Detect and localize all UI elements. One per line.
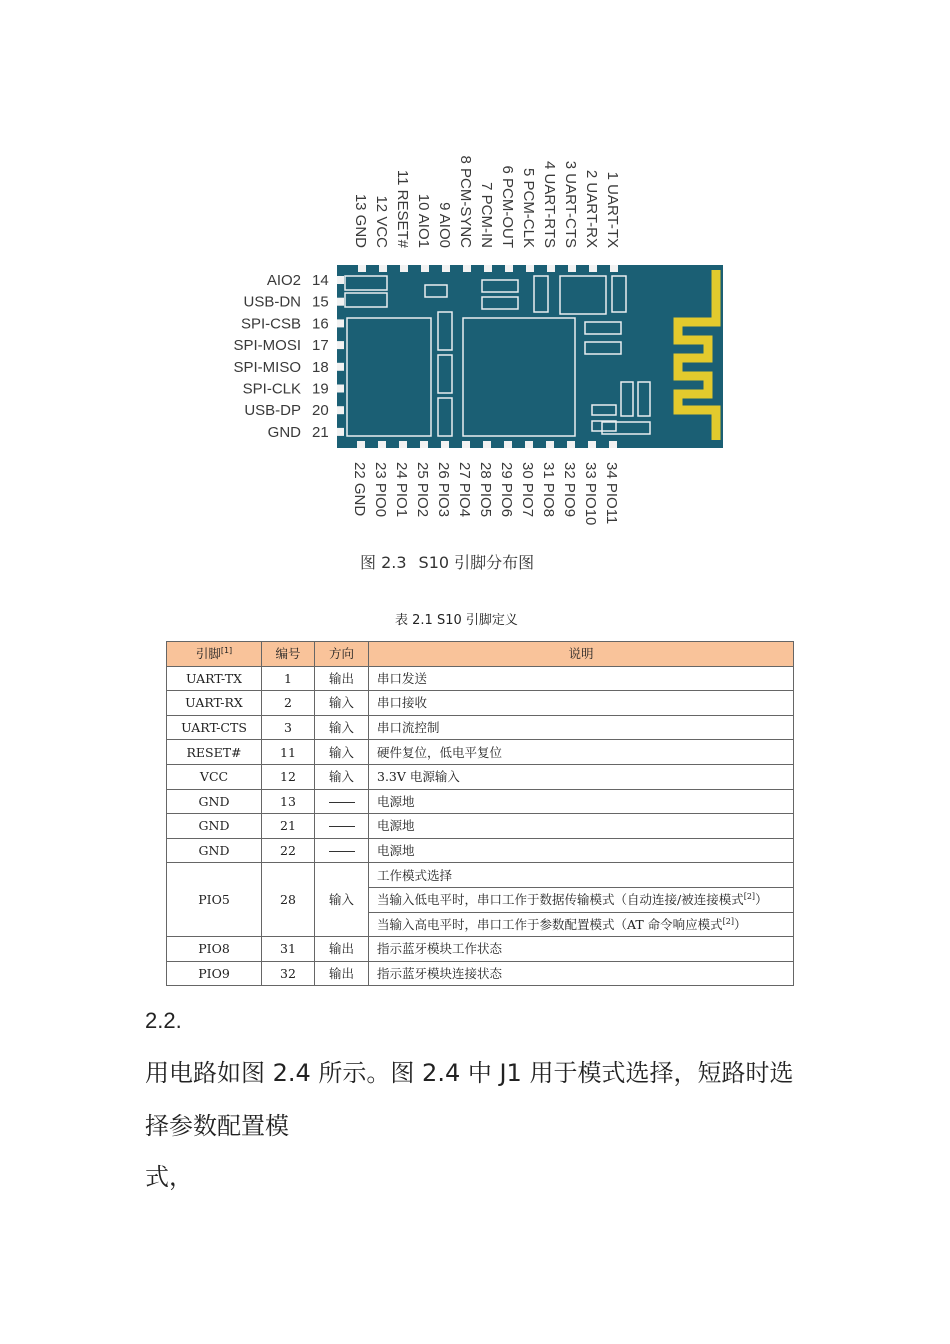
top-pin-label: 10 AIO1: [415, 193, 432, 248]
cell-direction: 输出: [315, 666, 369, 691]
top-pin-label: 11 RESET#: [394, 169, 411, 248]
dash-mark: [329, 802, 355, 803]
top-pin-label: 9 AIO0: [436, 202, 453, 248]
pin-pad: [547, 265, 555, 272]
pin-pad: [337, 363, 344, 371]
cell-pin: UART-TX: [167, 666, 262, 691]
table-row-pio5: [167, 863, 794, 888]
cell-number: 2: [262, 691, 315, 716]
table-header-row: [167, 642, 794, 667]
cell-description: 串口接收: [369, 691, 794, 716]
body-paragraph-line-3: 式，: [145, 1163, 193, 1191]
pin-pad: [442, 265, 450, 272]
cell-direction: 输入: [315, 715, 369, 740]
cell-pin: UART-CTS: [167, 715, 262, 740]
dash-mark: [329, 851, 355, 852]
cell-number: 12: [262, 764, 315, 789]
pin-pad: [505, 265, 513, 272]
cell-pin: GND: [167, 838, 262, 863]
cell-pin: VCC: [167, 764, 262, 789]
left-pin-name: SPI-CSB: [240, 315, 301, 333]
cell-pin: GND: [167, 789, 262, 814]
figure-caption: [360, 550, 560, 573]
pin-pad: [609, 441, 617, 448]
left-pin-number: 17: [312, 337, 329, 355]
footnote-marker: [2]: [743, 892, 756, 902]
cell-number: 11: [262, 740, 315, 765]
cell-pin: PIO8: [167, 937, 262, 962]
pin-pad: [337, 406, 344, 414]
cell-number: 32: [262, 961, 315, 986]
pin-pad: [337, 276, 344, 284]
pin-pad: [526, 265, 534, 272]
bottom-pin-label: 26 PIO3: [435, 462, 452, 518]
pin-pad: [484, 265, 492, 272]
cell-description: 电源地: [369, 838, 794, 863]
bottom-pin-label: 23 PIO0: [372, 462, 389, 518]
pin-pad: [567, 441, 575, 448]
cell-direction: 输入: [315, 740, 369, 765]
pin-pad: [462, 441, 470, 448]
top-pin-label: 12 VCC: [373, 195, 390, 248]
header-direction: 方向: [315, 642, 369, 667]
pin-pad: [399, 441, 407, 448]
pin-pad: [420, 441, 428, 448]
cell-number: 22: [262, 838, 315, 863]
pin-pad: [610, 265, 618, 272]
table-row: [167, 691, 794, 716]
body-paragraph-line-2: 择参数配置模: [145, 1112, 289, 1140]
pin-pad: [525, 441, 533, 448]
top-pin-labels: [352, 155, 621, 248]
cell-description: 串口发送: [369, 666, 794, 691]
bottom-pin-labels: [351, 462, 620, 525]
bottom-pin-label: 24 PIO1: [393, 462, 410, 518]
pin-pad: [421, 265, 429, 272]
cell-description: 3.3V 电源输入: [369, 764, 794, 789]
top-pin-label: 5 PCM-CLK: [520, 167, 537, 248]
left-pin-name: SPI-MOSI: [233, 337, 301, 355]
pin-pad: [589, 265, 597, 272]
footnote-marker: [2]: [722, 916, 734, 926]
table-caption: 表 2.1 S10 引脚定义: [395, 613, 518, 628]
cell-number: 28: [262, 863, 315, 937]
header-pin-footnote: [1]: [220, 646, 233, 656]
top-pin-label: 8 PCM-SYNC: [457, 155, 474, 248]
cell-pin: PIO9: [167, 961, 262, 986]
bottom-pin-label: 22 GND: [351, 462, 368, 517]
cell-direction-none: [315, 814, 369, 839]
pin-pad: [441, 441, 449, 448]
bottom-pin-label: 34 PIO11: [603, 462, 620, 525]
cell-number: 21: [262, 814, 315, 839]
dash-mark: [329, 826, 355, 827]
pin-pad: [337, 298, 344, 306]
bottom-pin-label: 29 PIO6: [498, 462, 515, 518]
top-pin-label: 2 UART-RX: [583, 169, 600, 248]
pin-pad: [400, 265, 408, 272]
pin-pad: [357, 441, 365, 448]
cell-direction: 输出: [315, 961, 369, 986]
cell-pin: UART-RX: [167, 691, 262, 716]
left-pin-name: SPI-CLK: [242, 380, 301, 398]
table-row: [167, 715, 794, 740]
top-pin-label: 1 UART-TX: [604, 171, 621, 248]
top-pin-label: 13 GND: [352, 193, 369, 248]
table-row: [167, 740, 794, 765]
bottom-pin-label: 30 PIO7: [519, 462, 536, 518]
left-pin-number: 18: [312, 358, 329, 376]
cell-number: 1: [262, 666, 315, 691]
table-row: [167, 764, 794, 789]
pin-pad: [337, 319, 344, 327]
header-description: 说明: [369, 642, 794, 667]
left-pin-name: SPI-MISO: [233, 358, 301, 376]
cell-direction: 输出: [315, 937, 369, 962]
cell-description: 电源地: [369, 789, 794, 814]
bottom-pin-label: 28 PIO5: [477, 462, 494, 518]
pin-pad: [358, 265, 366, 272]
bottom-pin-label: 25 PIO2: [414, 462, 431, 518]
left-pin-number: 16: [312, 315, 329, 333]
left-pin-name: AIO2: [266, 272, 301, 289]
cell-direction: 输入: [315, 863, 369, 937]
section-number: 2.2.: [145, 1008, 182, 1033]
cell-pin: GND: [167, 814, 262, 839]
top-pin-label: 7 PCM-IN: [478, 182, 495, 248]
left-pin-name: GND: [267, 423, 301, 441]
pin-pad: [379, 265, 387, 272]
figure-caption-number: 图 2.3: [360, 553, 407, 572]
table-row: [167, 789, 794, 814]
body-paragraph-line-1: 用电路如图 2.4 所示。图 2.4 中 J1 用于模式选择，短路时选: [145, 1059, 794, 1087]
cell-description: 指示蓝牙模块工作状态: [369, 937, 794, 962]
table-row: [167, 814, 794, 839]
pin-diagram-figure: [0, 0, 950, 600]
cell-description: 串口流控制: [369, 715, 794, 740]
table-row: [167, 666, 794, 691]
header-number: 编号: [262, 642, 315, 667]
figure-caption-text: S10 引脚分布图: [418, 553, 535, 572]
left-pin-number: 14: [312, 272, 329, 289]
pin-pad: [588, 441, 596, 448]
pin-pad: [504, 441, 512, 448]
cell-direction: 输入: [315, 691, 369, 716]
pin-pad: [337, 385, 344, 393]
top-pin-label: 4 UART-RTS: [541, 161, 558, 248]
cell-number: 31: [262, 937, 315, 962]
table-row: [167, 961, 794, 986]
cell-description: 当输入低电平时，串口工作于数据传输模式（自动连接/被连接模式[2]）: [369, 887, 794, 912]
cell-description: 当输入高电平时，串口工作于参数配置模式（AT 命令响应模式[2]）: [369, 912, 794, 937]
bottom-pin-label: 31 PIO8: [540, 462, 557, 518]
pin-pad: [463, 265, 471, 272]
left-pin-name: USB-DP: [244, 402, 301, 420]
cell-direction-none: [315, 789, 369, 814]
cell-description: 硬件复位，低电平复位: [369, 740, 794, 765]
cell-description: 指示蓝牙模块连接状态: [369, 961, 794, 986]
cell-description: 工作模式选择: [369, 863, 794, 888]
left-pin-number: 19: [312, 380, 329, 398]
cell-description: 电源地: [369, 814, 794, 839]
pin-pad: [337, 341, 344, 349]
pin-pad: [337, 428, 344, 436]
pin-definition-table: [166, 641, 794, 986]
cell-direction-none: [315, 838, 369, 863]
bottom-pin-label: 27 PIO4: [456, 462, 473, 518]
left-pin-number: 20: [312, 402, 329, 420]
header-pin: 引脚[1]: [167, 642, 262, 667]
cell-pin: PIO5: [167, 863, 262, 937]
pin-pad: [546, 441, 554, 448]
table-row: [167, 937, 794, 962]
pin-pad: [483, 441, 491, 448]
left-pin-labels: [233, 272, 328, 441]
top-pin-label: 3 UART-CTS: [562, 160, 579, 248]
left-pin-number: 21: [312, 423, 329, 441]
pin-pad: [568, 265, 576, 272]
cell-number: 13: [262, 789, 315, 814]
bottom-pin-label: 32 PIO9: [561, 462, 578, 518]
table-row: [167, 838, 794, 863]
pin-pad: [378, 441, 386, 448]
left-pin-number: 15: [312, 293, 329, 311]
cell-pin: RESET#: [167, 740, 262, 765]
left-pin-name: USB-DN: [243, 293, 301, 311]
cell-number: 3: [262, 715, 315, 740]
bottom-pin-label: 33 PIO10: [582, 462, 599, 526]
cell-direction: 输入: [315, 764, 369, 789]
top-pin-label: 6 PCM-OUT: [499, 165, 516, 248]
